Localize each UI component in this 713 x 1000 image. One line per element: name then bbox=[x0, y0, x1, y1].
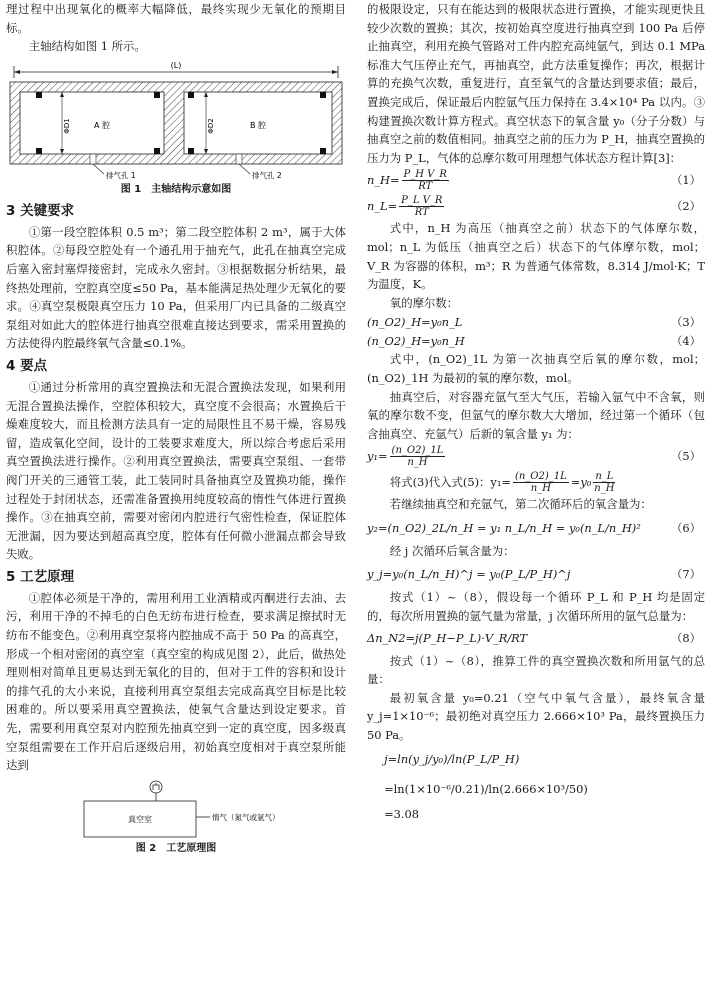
figure-1-spindle-diagram bbox=[6, 56, 346, 182]
sub-prefix: 将式(3)代入式(5)：y₁= bbox=[389, 474, 511, 489]
eq3-text: (n_O2)_H=y₀n_L bbox=[367, 314, 463, 329]
eq1-number: （1） bbox=[670, 173, 701, 188]
exhaust-hole-2-label: 排气孔 2 bbox=[252, 170, 282, 180]
eq5-numerator: (n_O2)_1L bbox=[391, 444, 444, 456]
j-cycle-paragraph: 经 j 次循环后氧含量为： bbox=[389, 543, 515, 558]
equation-4 bbox=[367, 331, 705, 350]
sub-denominator-2: n_H bbox=[594, 482, 615, 494]
section-3-heading: 3 关键要求 bbox=[6, 202, 75, 219]
calc-line-3 bbox=[367, 805, 705, 825]
calc-1-text: j=ln(y_j/y₀)/ln(P_L/P_H) bbox=[384, 752, 520, 767]
eq1-lhs: n_H= bbox=[367, 173, 400, 188]
equation-5 bbox=[367, 443, 705, 469]
initial-values-paragraph: 最初氧含量 y₀=0.21（空气中氧气含量），最终氧含量 y_j=1×10⁻⁶；最初绝对真空压力 2.666×10³ Pa，最终置换压力 50 Pa。 bbox=[367, 690, 705, 743]
eq4-text: (n_O2)_H=y₀n_H bbox=[367, 333, 465, 348]
eq5-denominator: n_H bbox=[407, 456, 428, 468]
left-column bbox=[6, 0, 346, 857]
section-5-body: ①腔体必须是干净的，需用利用工业酒精或丙酮进行去油、去污，利用干净的不掉毛的白色无纺布进行检查，要求满足擦拭时无纺布不能变色。②利用真空泵将内腔抽成不高于 50 Pa 的高真空，形成一个相对密闭的真空室（真空室的构成见图 2），此后，做热处理则相对简单且更易达到无氧化的目的，但对于工件的容积和设计的排气孔的大小来说，直接利用真空泵组去完成高真空目标是比较困难的。所以要采用真空置换法，使氧气含量达到设定要求。首先，需要利用真空泵对内腔预先抽真空到一定的真空度，因多级真空泵组需要在工作开启后逐级启用，初始真空度相对于真空泵所能达到 bbox=[6, 590, 346, 773]
symbols-paragraph: 式中，n_H 为高压（抽真空之前）状态下的气体摩尔数，mol；n_L 为低压（抽真空之后）状态下的气体摩尔数，mol；V_R 为容器的体积，m³；R 为普通气体常数，8.314 J/mol·K；T 为温度，K。 bbox=[367, 221, 705, 292]
equation-1 bbox=[367, 167, 705, 193]
equation-8 bbox=[367, 626, 705, 652]
section-4-heading: 4 要点 bbox=[6, 357, 48, 374]
section-3-body: ①第一段空腔体积 0.5 m³；第二段空腔体积 2 m³，属于大体积腔体。②每段空腔处有一个通孔用于抽充气，此孔在抽真空完成后塞入密封塞焊接密封，完成永久密封。③根据数据分析结果，最终热处理前，空腔真空度≤50 Pa，基本能满足热处理少无氧化的要求。④真空泵极限真空压力 10 Pa，但采用厂内已具备的二级真空泵组对如此大的腔体进行抽真空很难直接达到要求，需采用置换的方法使得内腔最终氧气含量≤0.1%。 bbox=[6, 224, 346, 351]
eq8-text: Δn_N2=j(P_H−P_L)·V_R/RT bbox=[367, 631, 528, 646]
eq1-numerator: P_H V_R bbox=[403, 168, 447, 180]
method-paragraph: 的极限设定，只有在能达到的极限状态进行置换，才能实现更快且较少次数的置换；其次，按初始真空度进行抽真空到 100 Pa 后停止抽真空，利用充换气管路对工件内腔充高纯氩气，到达 0.1 MPa 标准大气压停止充气，再抽真空，此方法重复操作；再次，根据计算的充换气次数，重复进行，直至氧气的含量达到要求值；最后，置换完成后，保证最后内腔氩气压力保持在 3.4×10⁴ Pa 以内。③构建置换次数计算方程式。真空状态下的氧含量 y₀（分子分数）与抽真空之前的数值相同。抽真空之前的压力为 P_H，抽真空置换的压力为 P_L，气体的总摩尔数可用理想气体状态方程计算[3]： bbox=[367, 2, 705, 165]
eq6-number: （6） bbox=[670, 520, 701, 535]
equation-6 bbox=[367, 514, 705, 542]
exhaust-hole-1-label: 排气孔 1 bbox=[106, 170, 136, 180]
eq8-number: （8） bbox=[670, 631, 701, 646]
equation-7 bbox=[367, 560, 705, 588]
eq2-numerator: P_L V_R bbox=[401, 194, 443, 206]
sub-numerator: (n_O2)_1L bbox=[514, 470, 567, 482]
eq2-number: （2） bbox=[670, 199, 701, 214]
chamber-a-label: A 腔 bbox=[93, 120, 111, 130]
eq4-number: （4） bbox=[670, 333, 701, 348]
eq7-number: （7） bbox=[670, 567, 701, 582]
sub-denominator: n_H bbox=[530, 482, 551, 494]
section-5-heading: 5 工艺原理 bbox=[6, 568, 75, 585]
intro-paragraph: 理过程中出现氧化的概率大幅降低，最终实现少无氧化的预期目标。 bbox=[6, 2, 346, 35]
figure-1-caption: 图 1 主轴结构示意如图 bbox=[120, 183, 232, 195]
eq2-denominator: RT bbox=[414, 206, 429, 218]
calc-intro-paragraph: 按式（1）~（8），推算工件的真空置换次数和所用氩气的总量： bbox=[367, 653, 705, 687]
figure-2-caption: 图 2 工艺原理图 bbox=[135, 842, 217, 854]
diameter-d2-label: ΦD2 bbox=[207, 118, 215, 134]
eq6-text: y₂=(n_O2)_2L/n_H = y₁ n_L/n_H = y₀(n_L/n_H)² bbox=[367, 520, 641, 535]
eq5-number: （5） bbox=[670, 448, 701, 463]
figure-2-process-diagram bbox=[6, 779, 346, 841]
eq3-number: （3） bbox=[670, 314, 701, 329]
eq2-lhs: n_L= bbox=[367, 199, 398, 214]
equation-3 bbox=[367, 312, 705, 331]
vacuum-chamber-label: 真空室 bbox=[128, 814, 152, 824]
chamber-b-label: B 腔 bbox=[249, 120, 267, 130]
diameter-d1-label: ΦD1 bbox=[63, 118, 71, 134]
equation-2 bbox=[367, 193, 705, 219]
inert-gas-label: 惰气（氮气或氩气） bbox=[212, 812, 280, 822]
calc-line-1 bbox=[367, 745, 705, 775]
argon-total-paragraph: 按式（1）~（8），假设每一个循环 P_L 和 P_H 均是固定的，每次所用置换的氩气量为常量，j 次循环所用的氩气总量为： bbox=[367, 590, 705, 624]
length-dimension-label: (L) bbox=[170, 60, 182, 70]
substitution-line bbox=[367, 469, 705, 495]
figure-reference: 主轴结构如图 1 所示。 bbox=[28, 39, 146, 54]
right-column bbox=[367, 0, 705, 825]
eq7-text: y_j=y₀(n_L/n_H)^j = y₀(P_L/P_H)^j bbox=[367, 567, 571, 582]
calc-line-2 bbox=[367, 775, 705, 805]
second-cycle-paragraph: 若继续抽真空和充氩气，第二次循环后的氧含量为： bbox=[389, 497, 652, 512]
eq34-explanation: 式中，(n_O2)_1L 为第一次抽真空后氧的摩尔数，mol；(n_O2)_1H 为最初的氧的摩尔数，mol。 bbox=[367, 352, 705, 385]
sub-mid: =y₀ bbox=[570, 474, 592, 489]
eq5-lhs: y₁= bbox=[367, 448, 388, 463]
calc-3-text: =3.08 bbox=[384, 807, 419, 822]
sub-numerator-2: n_L bbox=[595, 470, 614, 482]
cycle-paragraph: 抽真空后，对容器充氩气至大气压，若输入氩气中不含氧，则氧的摩尔数不变，但氩气的摩尔数大大增加，经过第一个循环（包含抽真空、充氩气）后新的氧含量 y₁ 为： bbox=[367, 389, 705, 441]
eq1-denominator: RT bbox=[418, 180, 433, 192]
calc-2-text: =ln(1×10⁻⁶/0.21)/ln(2.666×10³/50) bbox=[384, 782, 588, 797]
oxygen-moles-label: 氧的摩尔数： bbox=[389, 295, 459, 310]
section-4-body: ①通过分析常用的真空置换法和无混合置换法发现，如果利用无混合置换法操作，空腔体积较大，真空度不会很高；水置换后干燥难度较大，而且检测方法具有一定的局限性且不易干燥，容易残留，造成氧化空间，设计的工装要求难度大，所以综合考虑后采用真空置换法进行操作。②利用真空置换法，需要真空泵组、一套带阀门开关的三通管工装，此工装同时具备抽真空及置换功能，操作过程处于封闭状态，还需准备置换用纯度较高的惰性气体进行置换操作。③在抽真空前，需要对密闭内腔进行气密性检查，保证腔体无泄漏，因为要达到超高真空度，腔体有任何微小泄漏点都会导致失败。 bbox=[6, 379, 346, 562]
